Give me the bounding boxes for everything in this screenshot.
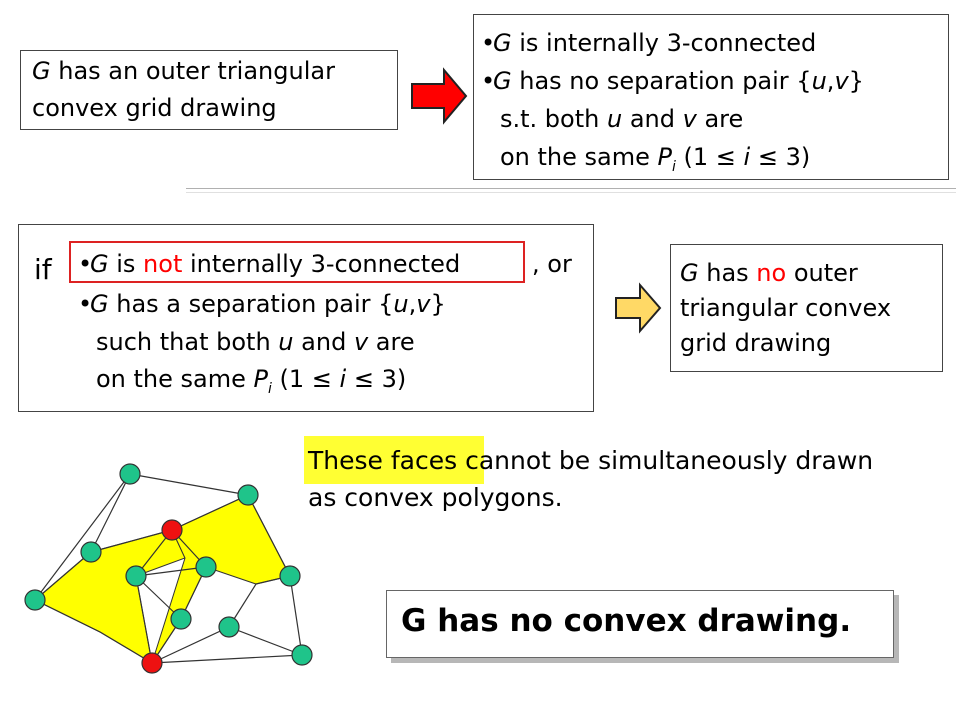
graph-node: [292, 645, 312, 665]
graph-node: [120, 464, 140, 484]
graph-node: [219, 617, 239, 637]
box2-line3: s.t. both u and v are: [500, 105, 744, 133]
box3-line1: •G is not internally 3-connected: [78, 250, 461, 278]
box3-line4: on the same $P_i$ (1 ≤ i ≤ 3): [96, 365, 407, 397]
red-implication-arrow: [412, 70, 466, 122]
box3-or: , or: [532, 250, 572, 278]
graph-node: [81, 542, 101, 562]
box1-line1: G has an outer triangular: [32, 57, 335, 85]
box3-line2: •G has a separation pair {u,v}: [78, 290, 446, 318]
graph-node: [126, 566, 146, 586]
graph-node: [25, 590, 45, 610]
if-label: if: [34, 253, 52, 286]
box2-line2: •G has no separation pair {u,v}: [481, 67, 864, 95]
box2-line4: on the same $P_i$ (1 ≤ i ≤ 3): [500, 143, 811, 175]
box4-line2: triangular convex: [680, 294, 892, 322]
note-line2: as convex polygons.: [308, 483, 563, 512]
conclusion-text: G has no convex drawing.: [401, 603, 852, 639]
separation-pair-node-u: [162, 520, 182, 540]
graph-node: [196, 557, 216, 577]
box1-line2: convex grid drawing: [32, 94, 277, 122]
box3-line3: such that both u and v are: [96, 328, 415, 356]
separation-pair-node-v: [142, 653, 162, 673]
note-line1: These faces cannot be simultaneously drawn: [308, 446, 874, 475]
box4-line1: G has no outer: [680, 259, 858, 287]
graph-node: [280, 566, 300, 586]
box4-line3: grid drawing: [680, 329, 832, 357]
orange-implication-arrow: [616, 285, 660, 331]
graph-node: [171, 609, 191, 629]
box2-line1: •G is internally 3-connected: [481, 29, 817, 57]
graph-node: [238, 485, 258, 505]
